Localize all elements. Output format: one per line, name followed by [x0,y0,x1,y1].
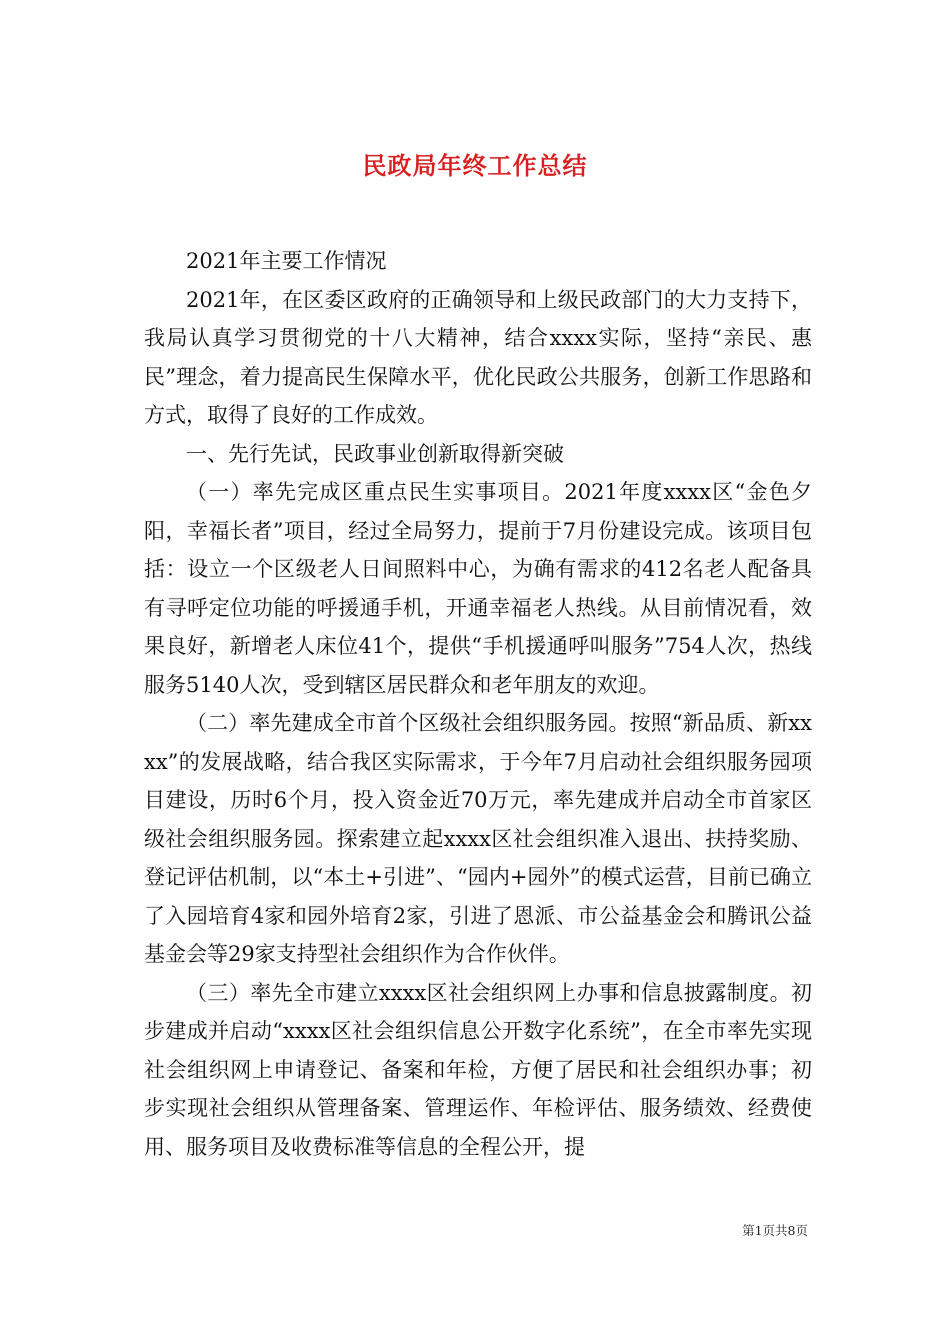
section-heading: 2021年主要工作情况 [186,249,387,273]
body-paragraph: 2021年，在区委区政府的正确领导和上级民政部门的大力支持下，我局认真学习贯彻党的十八大精神，结合xxxx实际，坚持“亲民、惠民”理念，着力提高民生保障水平，优化民政公共服务，创新工作思路和方式，取得了良好的工作成效。 [144,287,812,427]
section-heading: 一、先行先试，民政事业创新取得新突破 [186,441,564,466]
document-body [144,242,812,1166]
page-number: 第1页共8页 [742,1223,808,1238]
body-paragraph: （二）率先建成全市首个区级社会组织服务园。按照“新品质、新xxxx”的发展战略，结合我区实际需求，于今年7月启动社会组织服务园项目建设，历时6个月，投入资金近70万元，率先建成并启动全市首家区级社会组织服务园。探索建立起xxxx区社会组织准入退出、扶持奖励、登记评估机制，以“本土+引进”、“园内+园外”的模式运营，目前已确立了入园培育4家和园外培育2家，引进了恩派、市公益基金会和腾讯公益基金会等29家支持型社会组织作为合作伙伴。 [144,711,812,966]
body-paragraph: （一）率先完成区重点民生实事项目。2021年度xxxx区“金色夕阳，幸福长者”项目，经过全局努力，提前于7月份建设完成。该项目包括：设立一个区级老人日间照料中心，为确有需求的412名老人配备具有寻呼定位功能的呼援通手机，开通幸福老人热线。从目前情况看，效果良好，新增老人床位41个，提供“手机援通呼叫服务”754人次，热线服务5140人次，受到辖区居民群众和老年朋友的欢迎。 [144,480,812,697]
document-title: 民政局年终工作总结 [362,151,588,181]
body-paragraph: （三）率先全市建立xxxx区社会组织网上办事和信息披露制度。初步建成并启动“xxxx区社会组织信息公开数字化系统”，在全市率先实现社会组织网上申请登记、备案和年检，方便了居民和社会组织办事；初步实现社会组织从管理备案、管理运作、年检评估、服务绩效、经费使用、服务项目及收费标准等信息的全程公开，提 [144,980,812,1159]
